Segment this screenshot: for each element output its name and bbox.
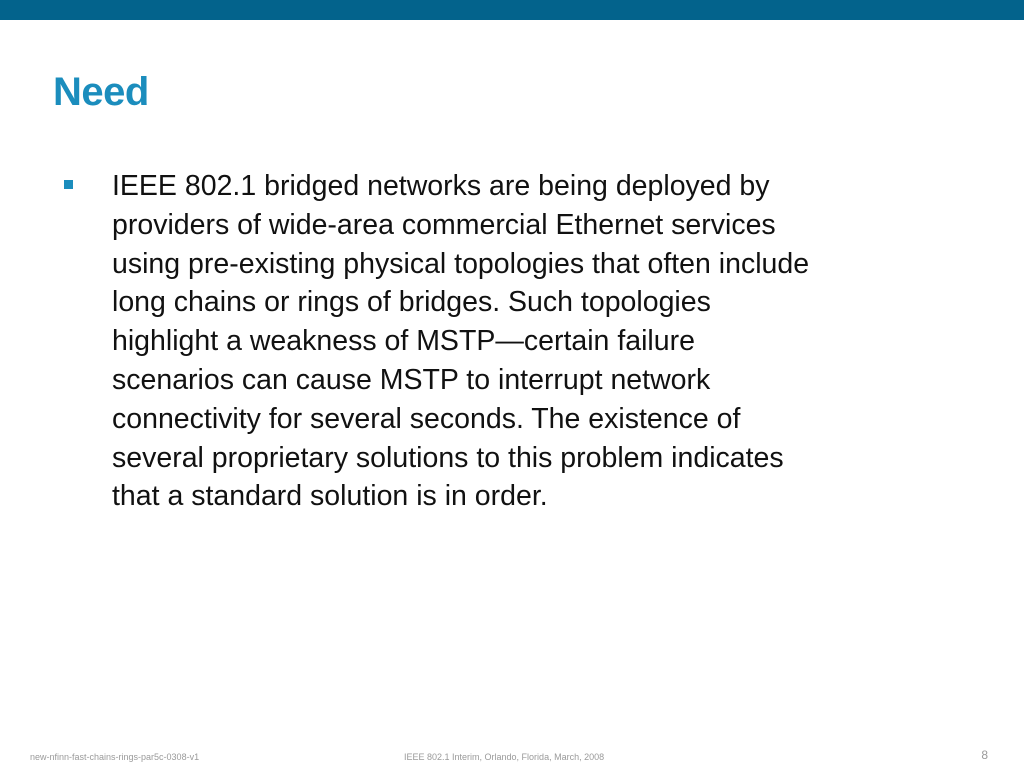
top-header-bar <box>0 0 1024 20</box>
bullet-text: IEEE 802.1 bridged networks are being deployed by providers of wide-area commercial Ethernet services using pre-existing physical topologies that often include long chains or rings of bridges. Such topologies highlight a weakness of MSTP—certain failure scenarios can cause MSTP to interrupt network connectivity for several seconds. The existence of several proprietary solutions to this problem indicates that a standard solution is in order. <box>112 170 810 513</box>
bullet-item <box>62 167 962 516</box>
bullet-list <box>62 167 962 516</box>
slide-title: Need <box>53 70 149 114</box>
page-number: 8 <box>981 748 988 762</box>
footer-event: IEEE 802.1 Interim, Orlando, Florida, March, 2008 <box>404 752 605 762</box>
footer-filename: new-nfinn-fast-chains-rings-par5c-0308-v1 <box>30 752 200 762</box>
square-bullet-icon <box>64 180 73 189</box>
